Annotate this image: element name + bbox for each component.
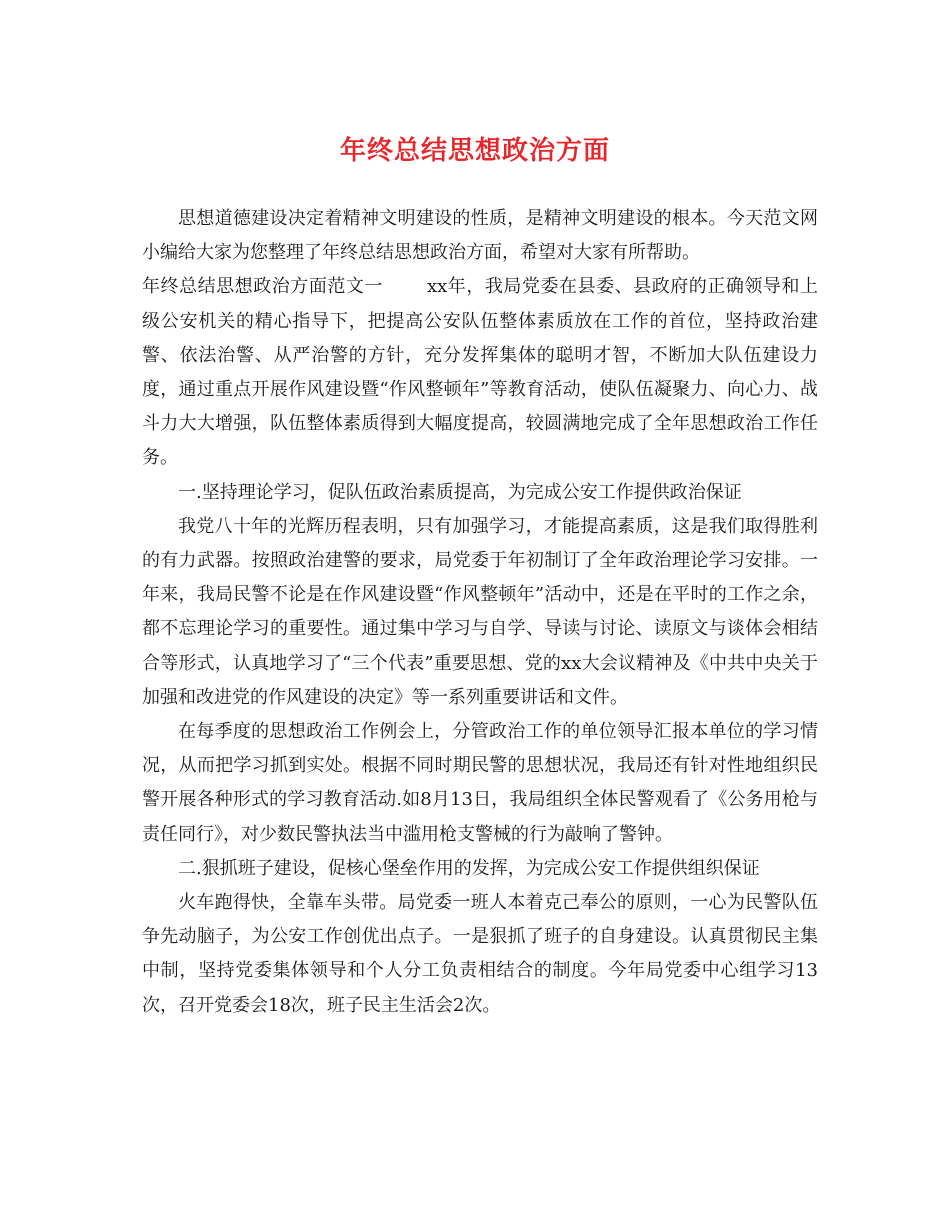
section-heading-2: 二.狠抓班子建设，促核心堡垒作用的发挥，为完成公安工作提供组织保证 — [178, 857, 760, 879]
document-title: 年终总结思想政治方面 — [339, 136, 610, 166]
section-heading-1: 一.坚持理论学习，促队伍政治素质提高，为完成公安工作提供政治保证 — [178, 481, 742, 503]
paragraph-3: 火车跑得快，全靠车头带。局党委一班人本着克己奉公的原则，一心为民警队伍争先动脑子，为公安工作创优出点子。一是狠抓了班子的自身建设。认真贯彻民主集中制，坚持党委集体领导和个人分工负责相结合的制度。今年局党委中心组学习13次，召开党委会18次，班子民主生活会2次。 — [142, 892, 818, 1016]
paragraph-2: 在每季度的思想政治工作例会上，分管政治工作的单位领导汇报本单位的学习情况，从而把学习抓到实处。根据不同时期民警的思想状况，我局还有针对性地组织民警开展各种形式的学习教育活动.如8月13日，我局组织全体民警观看了《公务用枪与责任同行》，对少数民警执法当中滥用枪支警械的行为敲响了警钟。 — [142, 721, 818, 845]
sample-text: xx年，我局党委在县委、县政府的正确领导和上级公安机关的精心指导下，把提高公安队伍整体素质放在工作的首位，坚持政治建警、依法治警、从严治警的方针，充分发挥集体的聪明才智，不断加大队伍建设力度，通过重点开展作风建设暨“作风整顿年”等教育活动，使队伍凝聚力、向心力、战斗力大大增强，队伍整体素质得到大幅度提高，较圆满地完成了全年思想政治工作任务。 — [142, 276, 818, 469]
intro-paragraph: 思想道德建设决定着精神文明建设的性质，是精神文明建设的根本。今天范文网小编给大家为您整理了年终总结思想政治方面，希望对大家有所帮助。 — [142, 208, 818, 264]
document-body — [142, 202, 818, 1023]
paragraph-1: 我党八十年的光辉历程表明，只有加强学习，才能提高素质，这是我们取得胜利的有力武器。按照政治建警的要求，局党委于年初制订了全年政治理论学习安排。一年来，我局民警不论是在作风建设暨“作风整顿年”活动中，还是在平时的工作之余，都不忘理论学习的重要性。通过集中学习与自学、导读与讨论、读原文与谈体会相结合等形式，认真地学习了“三个代表”重要思想、党的xx大会议精神及《中共中央关于加强和改进党的作风建设的决定》等一系列重要讲话和文件。 — [142, 515, 818, 708]
sample-paragraph — [142, 270, 818, 475]
sample-label: 年终总结思想政治方面范文一 — [142, 276, 383, 298]
